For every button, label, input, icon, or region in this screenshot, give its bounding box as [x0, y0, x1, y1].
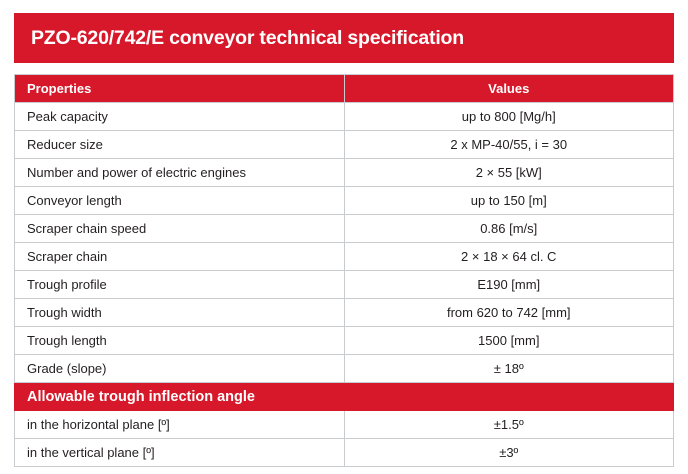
table-row — [15, 271, 674, 299]
table-row — [15, 131, 674, 159]
table-row — [15, 215, 674, 243]
row-property: Reducer size — [15, 131, 345, 159]
row-property: Grade (slope) — [15, 355, 345, 383]
row-property: Scraper chain — [15, 243, 345, 271]
page-title-bar — [14, 13, 674, 63]
table-row — [15, 243, 674, 271]
row-property: Scraper chain speed — [15, 215, 345, 243]
specification-table — [14, 74, 674, 467]
table-body — [15, 103, 674, 467]
section-header-label: Allowable trough inflection angle — [15, 383, 674, 411]
table-row — [15, 187, 674, 215]
table-head — [15, 75, 674, 103]
row-property: Number and power of electric engines — [15, 159, 345, 187]
table-row — [15, 327, 674, 355]
row-value: 2 x MP-40/55, i = 30 — [344, 131, 674, 159]
table-row — [15, 103, 674, 131]
row-value: 2 × 55 [kW] — [344, 159, 674, 187]
table-row — [15, 439, 674, 467]
row-property: Trough length — [15, 327, 345, 355]
row-value: up to 150 [m] — [344, 187, 674, 215]
row-value: E190 [mm] — [344, 271, 674, 299]
column-header-properties: Properties — [15, 75, 345, 103]
row-value: 1500 [mm] — [344, 327, 674, 355]
row-value: 2 × 18 × 64 cl. C — [344, 243, 674, 271]
table-header-row — [15, 75, 674, 103]
row-property: Trough width — [15, 299, 345, 327]
page-title: PZO-620/742/E conveyor technical specification — [31, 26, 464, 49]
column-header-values: Values — [344, 75, 674, 103]
table-row — [15, 299, 674, 327]
row-value: ± 18º — [344, 355, 674, 383]
table-row — [15, 411, 674, 439]
row-property: Conveyor length — [15, 187, 345, 215]
row-property: in the horizontal plane [º] — [15, 411, 345, 439]
row-value: 0.86 [m/s] — [344, 215, 674, 243]
row-value: up to 800 [Mg/h] — [344, 103, 674, 131]
table-row — [15, 355, 674, 383]
row-property: Trough profile — [15, 271, 345, 299]
row-value: from 620 to 742 [mm] — [344, 299, 674, 327]
row-value: ±3º — [344, 439, 674, 467]
table-row — [15, 159, 674, 187]
row-property: in the vertical plane [º] — [15, 439, 345, 467]
section-header-row — [15, 383, 674, 411]
row-property: Peak capacity — [15, 103, 345, 131]
row-value: ±1.5º — [344, 411, 674, 439]
